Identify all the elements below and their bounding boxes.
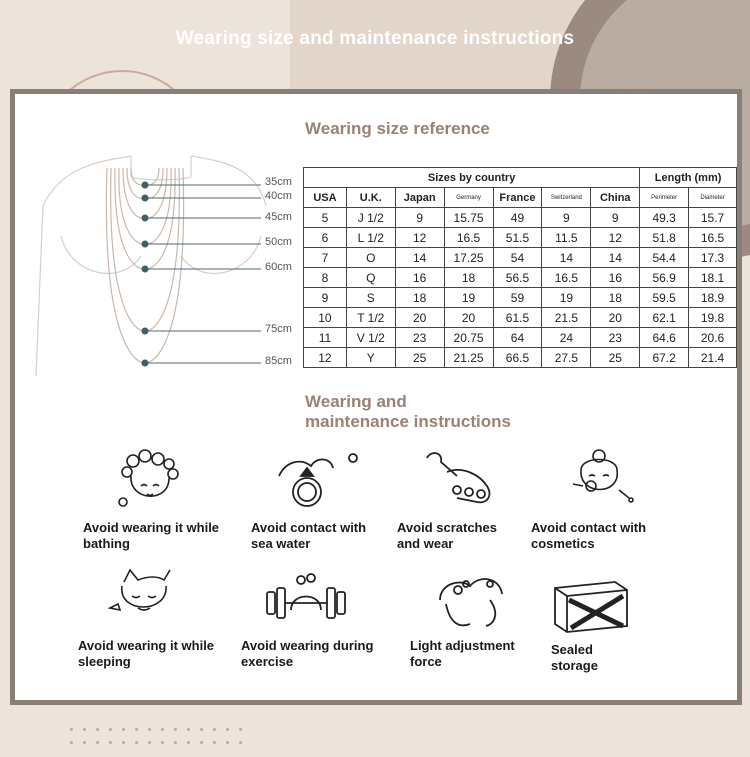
table-cell: 15.7 — [689, 208, 737, 228]
table-cell: 20 — [395, 308, 444, 328]
table-cell: 12 — [304, 348, 347, 368]
table-cell: 16 — [591, 268, 640, 288]
table-cell: 16.5 — [689, 228, 737, 248]
table-cell: 14 — [395, 248, 444, 268]
cosmetics-icon — [551, 446, 641, 516]
dot-pattern — [606, 48, 648, 90]
table-cell: 16.5 — [444, 228, 493, 248]
dot-pattern-bottom — [70, 728, 242, 744]
table-cell: Y — [346, 348, 395, 368]
length-label-60: 60cm — [265, 261, 292, 273]
col-france: France — [493, 188, 542, 208]
table-cell: 51.8 — [640, 228, 689, 248]
table-cell: 23 — [591, 328, 640, 348]
table-cell: 12 — [591, 228, 640, 248]
care-caption: Avoid wearing it while sleeping — [78, 638, 215, 669]
length-group-header: Length (mm) — [640, 168, 737, 188]
table-cell: 12 — [395, 228, 444, 248]
care-caption: Avoid wearing it while bathing — [83, 520, 220, 551]
size-reference-heading: Wearing size reference — [305, 119, 490, 138]
table-cell: 23 — [395, 328, 444, 348]
table-cell: 64.6 — [640, 328, 689, 348]
sleeping-icon — [98, 564, 188, 634]
table-cell: 20.75 — [444, 328, 493, 348]
table-cell: 20.6 — [689, 328, 737, 348]
size-table-body — [304, 208, 737, 368]
maintenance-heading: Wearing and maintenance instructions — [305, 392, 511, 431]
table-cell: 15.75 — [444, 208, 493, 228]
care-caption: Avoid scratches and wear — [397, 520, 497, 551]
table-cell: 21.5 — [542, 308, 591, 328]
table-row — [304, 248, 737, 268]
necklace-length-diagram — [31, 136, 321, 376]
care-caption: Sealed storage — [551, 642, 598, 673]
length-label-75: 75cm — [265, 323, 292, 335]
care-item-bathing — [83, 446, 243, 552]
col-usa: USA — [304, 188, 347, 208]
table-cell: 18 — [444, 268, 493, 288]
table-cell: 66.5 — [493, 348, 542, 368]
table-cell: 64 — [493, 328, 542, 348]
chain-75 — [111, 168, 180, 331]
table-cell: 19 — [444, 288, 493, 308]
table-cell: 61.5 — [493, 308, 542, 328]
size-table — [303, 167, 737, 368]
care-caption: Light adjustment force — [410, 638, 515, 669]
col-diameter: Diameter — [689, 188, 737, 208]
table-cell: 9 — [542, 208, 591, 228]
chain-45 — [123, 168, 167, 218]
table-cell: 18 — [591, 288, 640, 308]
table-cell: 56.5 — [493, 268, 542, 288]
table-cell: 8 — [304, 268, 347, 288]
table-cell: 18 — [395, 288, 444, 308]
table-cell: 21.25 — [444, 348, 493, 368]
table-cell: O — [346, 248, 395, 268]
table-cell: 54.4 — [640, 248, 689, 268]
table-cell: 9 — [591, 208, 640, 228]
col-perimeter: Perimeter — [640, 188, 689, 208]
exercise-dumbbell-icon — [261, 564, 351, 634]
table-cell: 17.25 — [444, 248, 493, 268]
table-cell: 14 — [542, 248, 591, 268]
table-row — [304, 268, 737, 288]
info-card — [10, 89, 742, 705]
sea-water-ring-icon — [271, 446, 361, 516]
table-cell: 7 — [304, 248, 347, 268]
col-germany: Germany — [444, 188, 493, 208]
page-title: Wearing size and maintenance instructions — [175, 28, 575, 49]
table-cell: Q — [346, 268, 395, 288]
table-cell: 14 — [591, 248, 640, 268]
care-caption: Avoid contact with cosmetics — [531, 520, 647, 551]
table-cell: 17.3 — [689, 248, 737, 268]
table-cell: 62.1 — [640, 308, 689, 328]
table-cell: S — [346, 288, 395, 308]
table-cell: 16 — [395, 268, 444, 288]
length-label-40: 40cm — [265, 190, 292, 202]
col-switzerland: Switzerland — [542, 188, 591, 208]
table-cell: 16.5 — [542, 268, 591, 288]
table-cell: 21.4 — [689, 348, 737, 368]
table-cell: 24 — [542, 328, 591, 348]
table-cell: 9 — [395, 208, 444, 228]
col-china: China — [591, 188, 640, 208]
table-cell: 49 — [493, 208, 542, 228]
scratch-wrench-icon — [417, 446, 507, 516]
table-cell: 25 — [395, 348, 444, 368]
table-cell: J 1/2 — [346, 208, 395, 228]
column-header-row — [304, 188, 737, 208]
table-cell: 27.5 — [542, 348, 591, 368]
table-cell: 11.5 — [542, 228, 591, 248]
length-label-85: 85cm — [265, 355, 292, 367]
col-uk: U.K. — [346, 188, 395, 208]
table-cell: 49.3 — [640, 208, 689, 228]
care-caption: Avoid wearing during exercise — [241, 638, 374, 669]
care-item-sleeping — [78, 564, 238, 670]
table-row — [304, 348, 737, 368]
care-item-exercise — [241, 564, 401, 670]
sealed-box-icon — [545, 568, 635, 638]
table-cell: 67.2 — [640, 348, 689, 368]
table-row — [304, 288, 737, 308]
table-cell: L 1/2 — [346, 228, 395, 248]
bathing-icon — [103, 446, 193, 516]
table-row — [304, 308, 737, 328]
table-cell: 51.5 — [493, 228, 542, 248]
table-cell: 25 — [591, 348, 640, 368]
col-japan: Japan — [395, 188, 444, 208]
length-label-50: 50cm — [265, 236, 292, 248]
care-caption: Avoid contact with sea water — [251, 520, 367, 551]
table-cell: 6 — [304, 228, 347, 248]
table-cell: 20 — [591, 308, 640, 328]
table-cell: T 1/2 — [346, 308, 395, 328]
table-cell: 10 — [304, 308, 347, 328]
table-cell: 18.1 — [689, 268, 737, 288]
table-row — [304, 208, 737, 228]
length-label-45: 45cm — [265, 211, 292, 223]
country-group-header: Sizes by country — [304, 168, 640, 188]
table-cell: 20 — [444, 308, 493, 328]
table-cell: 54 — [493, 248, 542, 268]
length-label-35: 35cm — [265, 176, 292, 188]
table-cell: 19.8 — [689, 308, 737, 328]
light-force-hand-icon — [430, 564, 520, 634]
table-cell: V 1/2 — [346, 328, 395, 348]
table-row — [304, 328, 737, 348]
care-item-cosmetics — [531, 446, 691, 552]
table-cell: 56.9 — [640, 268, 689, 288]
table-cell: 9 — [304, 288, 347, 308]
care-item-sealed-storage — [551, 568, 711, 674]
table-cell: 19 — [542, 288, 591, 308]
table-cell: 11 — [304, 328, 347, 348]
table-cell: 5 — [304, 208, 347, 228]
table-cell: 18.9 — [689, 288, 737, 308]
care-item-sea-water — [251, 446, 411, 552]
table-cell: 59.5 — [640, 288, 689, 308]
table-cell: 59 — [493, 288, 542, 308]
table-row — [304, 228, 737, 248]
